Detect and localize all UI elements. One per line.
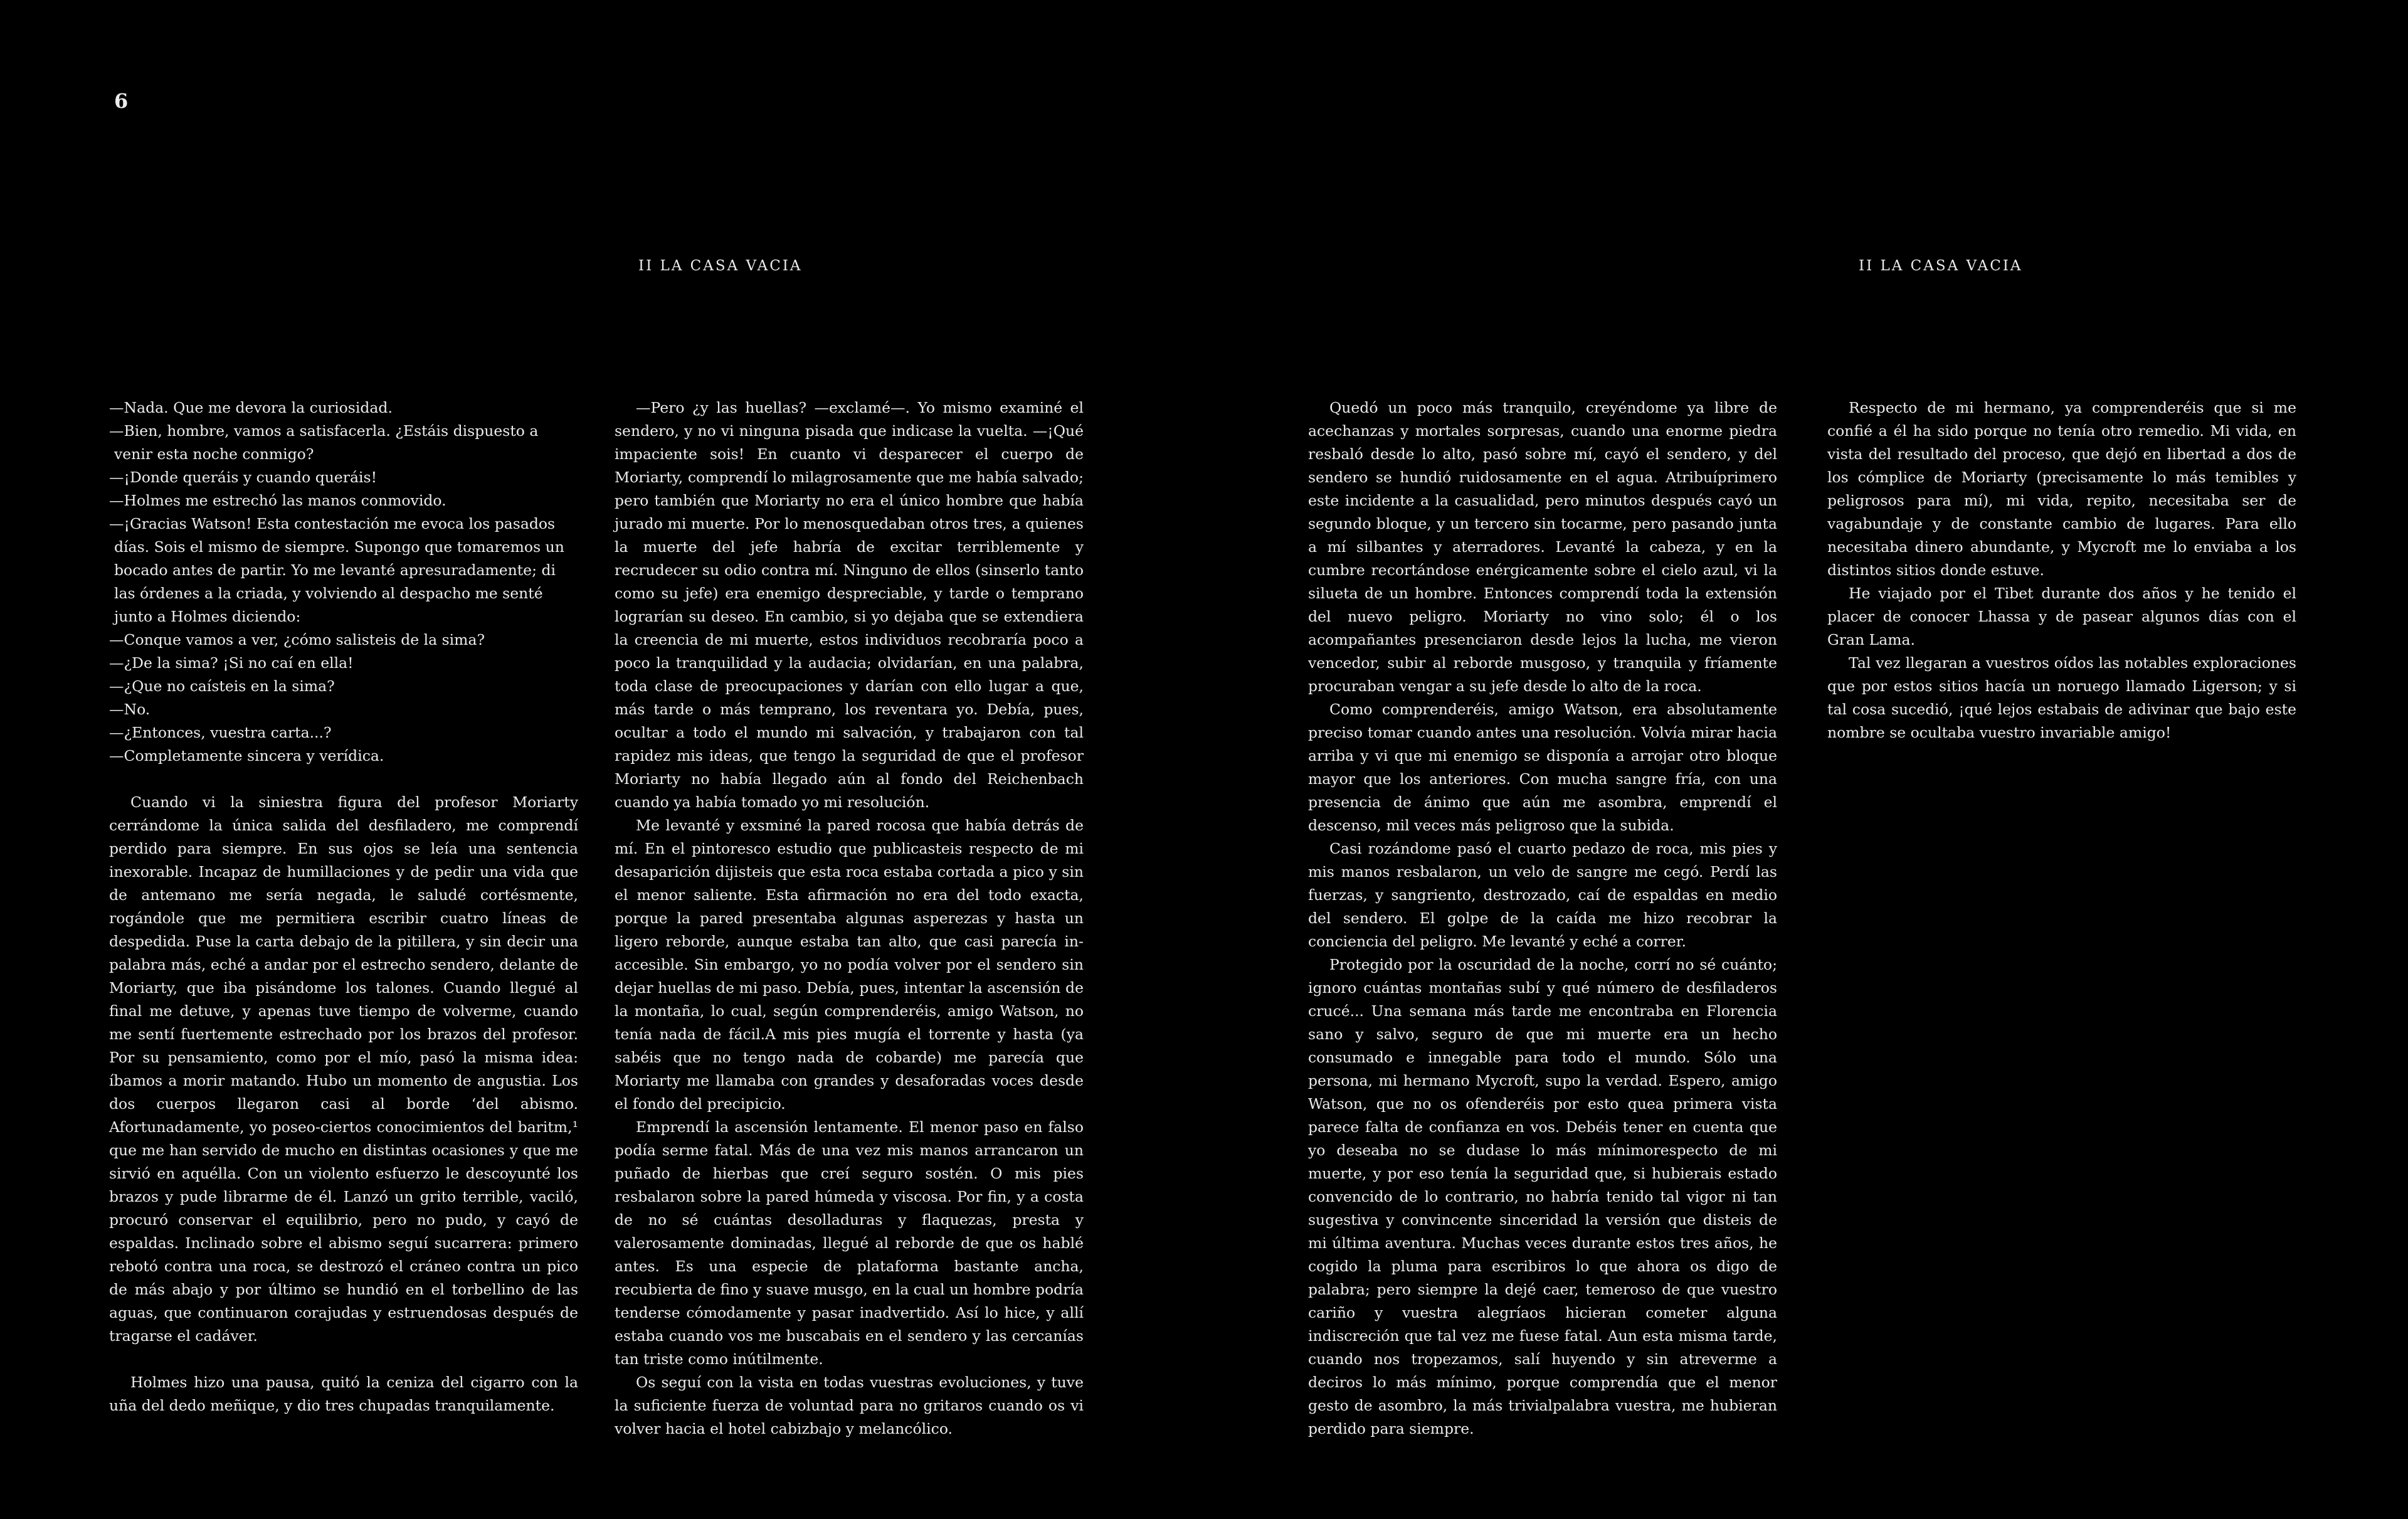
paragraph: Me levanté y exsminé la pared rocosa que había detrás de mí. En el pintoresco estudio que publicasteis respecto de mi desaparición dijisteis que esta roca estaba cortada a pico y sin el menor saliente. Esta afirmación no era del todo exacta, porque la pared presentaba algunas asperezas y hasta un ligero reborde, aunque estaba tan alto, que casi parecía in-accesible. Sin embargo, yo no podía volver por el sendero sin dejar huellas de mi paso. Debía, pues, intentar la ascensión de la montaña, lo cual, según comprenderéis, amigo Watson, no tenía nada de fácil.A mis pies mugía el torrente y hasta (ya sabéis que no tengo nada de cobarde) me parecía que Moriarty me llamaba con grandes y desaforadas voces desde el fondo del precipicio. bbox=[615, 817, 1084, 1113]
paragraph: Emprendí la ascensión lentamente. El menor paso en falso podía serme fatal. Más de una vez mis manos arrancaron un puñado de hierbas que creí seguro sostén. O mis pies resbalaron sobre la pared húmeda y viscosa. Por fin, y a costa de no sé cuántas desolladuras y flaquezas, presta y valerosamente dominadas, llegué al reborde de que os hablé antes. Es una especie de plataforma bastante ancha, recubierta de fino y suave musgo, en la cual un hombre podría tenderse cómodamente y pasar inadvertido. Así lo hice, y allí estaba cuando vos me buscabais en el sendero y las cercanías tan triste como inútilmente. bbox=[615, 1118, 1084, 1368]
paragraph: Os seguí con la vista en todas vuestras evoluciones, y tuve la suficiente fuerza de voluntad para no gritaros cuando os vi volver hacia el hotel cabizbajo y melancólico. bbox=[615, 1373, 1084, 1437]
text-column-2 bbox=[615, 396, 1084, 1441]
paragraph: Holmes hizo una pausa, quitó la ceniza del cigarro con la uña del dedo meñique, y dio tres chupadas tranquilamente. bbox=[109, 1373, 578, 1414]
dialogue-line: —¿Que no caísteis en la sima? bbox=[109, 677, 335, 695]
dialogue-block bbox=[109, 396, 578, 768]
dialogue-line: —Conque vamos a ver, ¿cómo salisteis de la sima? bbox=[109, 631, 485, 648]
dialogue-line: —Holmes me estrechó las manos conmovido. bbox=[109, 492, 446, 509]
running-head-left: II LA CASA VACIA bbox=[638, 258, 803, 274]
paragraph: He viajado por el Tibet durante dos años y he tenido el placer de conocer Lhassa y de pasear algunos días con el Gran Lama. bbox=[1827, 585, 2296, 648]
text-column-3 bbox=[1308, 396, 1777, 1441]
dialogue-line: —¡Donde queráis y cuando queráis! bbox=[109, 468, 378, 486]
paragraph: Cuando vi la siniestra figura del profesor Moriarty cerrándome la única salida del desfiladero, me comprendí perdido para siempre. En sus ojos se leía una sentencia inexorable. Incapaz de humillaciones y de pedir una vida que de antemano me sería negada, le saludé cortésmente, rogándole que me permitiera escribir cuatro líneas de despedida. Puse la carta debajo de la pitillera, y sin decir una palabra más, eché a andar por el estrecho sendero, delante de Moriarty, que iba pisándome los talones. Cuando llegué al final me detuve, y apenas tuve tiempo de volverme, cuando me sentí fuertemente estrechado por los brazos del profesor. Por su pensamiento, como por el mío, pasó la misma idea: íbamos a morir matando. Hubo un momento de angustia. Los dos cuerpos llegaron casi al borde ‘del abismo. Afortunadamente, yo poseo-ciertos conocimientos del baritm,¹ que me han servido de mucho en distintas ocasiones y que me sirvió en aquélla. Con un violento esfuerzo le descoyunté los brazos y pude librarme de él. Lanzó un grito terrible, vaciló, procuró conservar el equilibrio, pero no pudo, y cayó de espaldas. Inclinado sobre el abismo seguí sucarrera: primero rebotó contra una roca, se destrozó el cráneo contra un pico de más abajo y por último se hundió en el torbellino de las aguas, que continuaron corajudas y estruendosas después de tragarse el cadáver. bbox=[109, 793, 578, 1345]
dialogue-line: —No. bbox=[109, 701, 150, 718]
text-column-1 bbox=[109, 396, 578, 1417]
page-number: 6 bbox=[114, 89, 129, 113]
dialogue-line: —Bien, hombre, vamos a satisfacerla. ¿Estáis dispuesto a venir esta noche conmigo? bbox=[109, 422, 539, 463]
paragraph: Protegido por la oscuridad de la noche, corrí no sé cuánto; ignoro cuántas montañas subí y qué número de desfiladeros crucé... Una semana más tarde me encontraba en Florencia sano y salvo, seguro de que mi muerte era un hecho consumado e innegable para todo el mundo. Sólo una persona, mi hermano Mycroft, supo la verdad. Espero, amigo Watson, que no os ofenderéis por esto quea primera vista parece falta de confianza en vos. Debéis tener en cuenta que yo deseaba no se dudase lo más mínimorespecto de mi muerte, y por eso tenía la seguridad que, si hubierais estado convencido de lo contrario, no habría tenido tal vigor ni tan sugestiva y convincente sinceridad la versión que disteis de mi última aventura. Muchas veces durante estos tres años, he cogido la pluma para escribiros lo que ahora os digo de palabra; pero siempre la dejé caer, temeroso de que vuestro cariño y vuestra alegríaos hicieran cometer alguna indiscreción que tal vez me fuese fatal. Aun esta misma tarde, cuando nos tropezamos, salí huyendo y sin atreverme a deciros lo más mínimo, porque comprendía que el menor gesto de asombro, la más trivialpalabra vuestra, me hubieran perdido para siempre. bbox=[1308, 956, 1777, 1437]
dialogue-line: —¿Entonces, vuestra carta...? bbox=[109, 724, 332, 741]
text-column-4 bbox=[1827, 396, 2296, 744]
dialogue-line: —¿De la sima? ¡Si no caí en ella! bbox=[109, 654, 354, 672]
running-head-right: II LA CASA VACIA bbox=[1859, 258, 2023, 274]
paragraph: Tal vez llegaran a vuestros oídos las notables exploraciones que por estos sitios hacía un noruego llamado Ligerson; y si tal cosa sucedió, ¡qué lejos estabais de adivinar que bajo este nombre se ocultaba vuestro invariable amigo! bbox=[1827, 654, 2296, 741]
dialogue-line: —Completamente sincera y verídica. bbox=[109, 747, 384, 765]
right-page bbox=[1204, 0, 2408, 1519]
paragraph: Respecto de mi hermano, ya comprenderéis que si me confié a él ha sido porque no tenía otro remedio. Mi vida, en vista del resultado del proceso, que dejó en libertad a dos de los cómplice de Moriarty (precisamente lo más temibles y peligrosos para mí), mi vida, repito, necesitaba ser de vagabundaje y de constante cambio de lugares. Para ello necesitaba dinero abundante, y Mycroft me lo enviaba a los distintos sitios donde estuve. bbox=[1827, 399, 2296, 579]
paragraph: —Pero ¿y las huellas? —exclamé—. Yo mismo examiné el sendero, y no vi ninguna pisada que indicase la vuelta. —¡Qué impaciente sois! En cuanto vi desparecer el cuerpo de Moriarty, comprendí lo milagrosamente que me había salvado; pero también que Moriarty no era el único hombre que había jurado mi muerte. Por lo menosquedaban otros tres, a quienes la muerte del jefe habría de excitar terriblemente y recrudecer su odio contra mí. Ninguno de ellos (sinserlo tanto como su jefe) era enemigo despreciable, y tarde o temprano lograrían su deseo. En cambio, si yo dejaba que se extendiera la creencia de mi muerte, estos individuos recobraría poco a poco la tranquilidad y la audacia; olvidarían, en una palabra, toda clase de preocupaciones y darían con ello lugar a que, más tarde o más temprano, los reventara yo. Debía, pues, ocultar a todo el mundo mi salvación, y trabajaron con tal rapidez mis ideas, que tengo la seguridad de que el profesor Moriarty no había llegado aún al fondo del Reichenbach cuando ya había tomado yo mi resolución. bbox=[615, 399, 1084, 811]
paragraph: Como comprenderéis, amigo Watson, era absolutamente preciso tomar cuando antes una resolución. Volvía mirar hacia arriba y vi que mi enemigo se disponía a arrojar otro bloque mayor que los anteriores. Con mucha sangre fría, con una presencia de ánimo que aún me asombra, emprendí el descenso, mil veces más peligroso que la subida. bbox=[1308, 701, 1777, 834]
dialogue-line: —Nada. Que me devora la curiosidad. bbox=[109, 399, 393, 416]
dialogue-line: —¡Gracias Watson! Esta contestación me evoca los pasados días. Sois el mismo de siempre. Supongo que tomaremos un bocado antes de partir. Yo me levanté apresuradamente; di las órdenes a la criada, y volviendo al despacho me senté junto a Holmes diciendo: bbox=[109, 515, 564, 625]
paragraph: Quedó un poco más tranquilo, creyéndome ya libre de acechanzas y mortales sorpresas, cuando una enorme piedra resbaló desde lo alto, pasó sobre mí, cayó el sendero, y del sendero se hundió ruidosamente en el agua. Atribuíprimero este incidente a la casualidad, pero minutos después cayó un segundo bloque, y un tercero sin tocarme, pero pasando junta a mí silbantes y aterradores. Levanté la cabeza, y en la cumbre recortándose enérgicamente sobre el cielo azul, vi la silueta de un hombre. Entonces comprendí toda la extensión del nuevo peligro. Moriarty no vino solo; él o los acompañantes presenciaron desde lejos la lucha, me vieron vencedor, subir al reborde musgoso, y tranquila y fríamente procuraban vengar a su jefe desde lo alto de la roca. bbox=[1308, 399, 1777, 695]
paragraph: Casi rozándome pasó el cuarto pedazo de roca, mis pies y mis manos resbalaron, un velo de sangre me cegó. Perdí las fuerzas, y sangriento, destrozado, caí de espaldas en medio del sendero. El golpe de la caída me hizo recobrar la conciencia del peligro. Me levanté y eché a correr. bbox=[1308, 840, 1777, 950]
